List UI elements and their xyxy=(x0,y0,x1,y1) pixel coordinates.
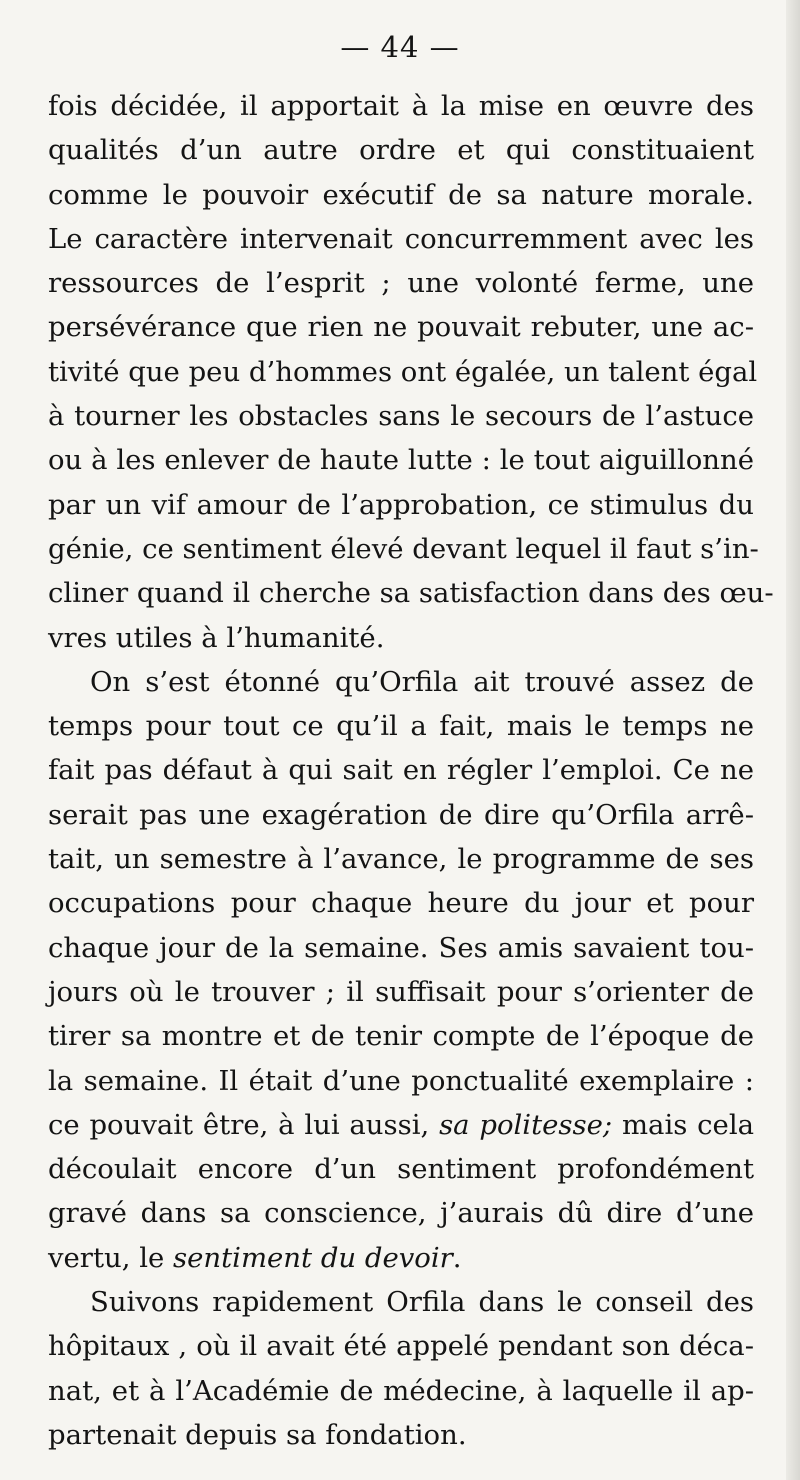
text-line: occupations pour chaque heure du jour et pour xyxy=(48,887,754,920)
text-line: On s’est étonné qu’Orfila ait trouvé assez de xyxy=(90,665,754,698)
text-line: Le caractère intervenait concurremment avec les xyxy=(48,222,754,255)
text-run: vertu, le xyxy=(48,1241,174,1274)
text-line: fait pas défaut à qui sait en régler l’emploi. Ce ne xyxy=(48,754,754,787)
text-line: fois décidée, il apportait à la mise en œuvre des xyxy=(48,90,754,122)
text-line: qualités d’un autre ordre et qui constituaient xyxy=(48,134,754,167)
text-line: la semaine. Il était d’une ponctualité exemplaire : xyxy=(48,1064,754,1097)
text-line: jours où le trouver ; il suffisait pour s’orienter de xyxy=(48,975,754,1008)
text-line: découlait encore d’un sentiment profondément xyxy=(48,1153,754,1186)
italic-text: sentiment du devoir xyxy=(173,1241,453,1274)
text-line: génie, ce sentiment élevé devant lequel il faut s’in- xyxy=(48,532,759,565)
text-line: par un vif amour de l’approbation, ce stimulus du xyxy=(48,488,754,521)
italic-text: sa politesse; xyxy=(439,1108,613,1141)
text-line: nat, et à l’Académie de médecine, à laquelle il ap- xyxy=(48,1374,754,1407)
text-line: temps pour tout ce qu’il a fait, mais le temps ne xyxy=(48,710,754,743)
text-line: chaque jour de la semaine. Ses amis savaient tou- xyxy=(48,931,754,964)
text-line: tait, un semestre à l’avance, le programme de ses xyxy=(48,843,754,876)
text-line: Suivons rapidement Orfila dans le conseil des xyxy=(90,1286,754,1319)
page-number: — 44 — xyxy=(340,30,460,64)
text-line: tivité que peu d’hommes ont égalée, un talent égal xyxy=(48,355,758,388)
text-line: ressources de l’esprit ; une volonté ferme, une xyxy=(48,267,754,300)
body-text xyxy=(48,84,774,1457)
text-line: tirer sa montre et de tenir compte de l’époque de xyxy=(48,1020,754,1053)
text-line xyxy=(48,1103,754,1147)
text-line: comme le pouvoir exécutif de sa nature morale. xyxy=(48,178,754,211)
text-line: cliner quand il cherche sa satisfaction dans des œu- xyxy=(48,577,774,610)
text-line xyxy=(48,1236,754,1280)
text-run: mais cela xyxy=(612,1108,755,1141)
text-line: partenait depuis sa fondation. xyxy=(48,1418,467,1451)
text-line: gravé dans sa conscience, j’aurais dû dire d’une xyxy=(48,1197,754,1230)
text-line: vres utiles à l’humanité. xyxy=(48,621,385,654)
text-line: persévérance que rien ne pouvait rebuter, une ac- xyxy=(48,311,754,344)
text-line: à tourner les obstacles sans le secours de l’astuce xyxy=(48,400,754,433)
text-line: ou à les enlever de haute lutte : le tout aiguillonné xyxy=(48,444,754,477)
text-line: hôpitaux , où il avait été appelé pendant son déca- xyxy=(48,1330,754,1363)
page-edge-shadow xyxy=(786,0,800,1480)
text-run: ce pouvait être, à lui aussi, xyxy=(48,1108,440,1141)
text-run: . xyxy=(452,1241,462,1274)
text-line: serait pas une exagération de dire qu’Orfila arrê- xyxy=(48,798,754,831)
